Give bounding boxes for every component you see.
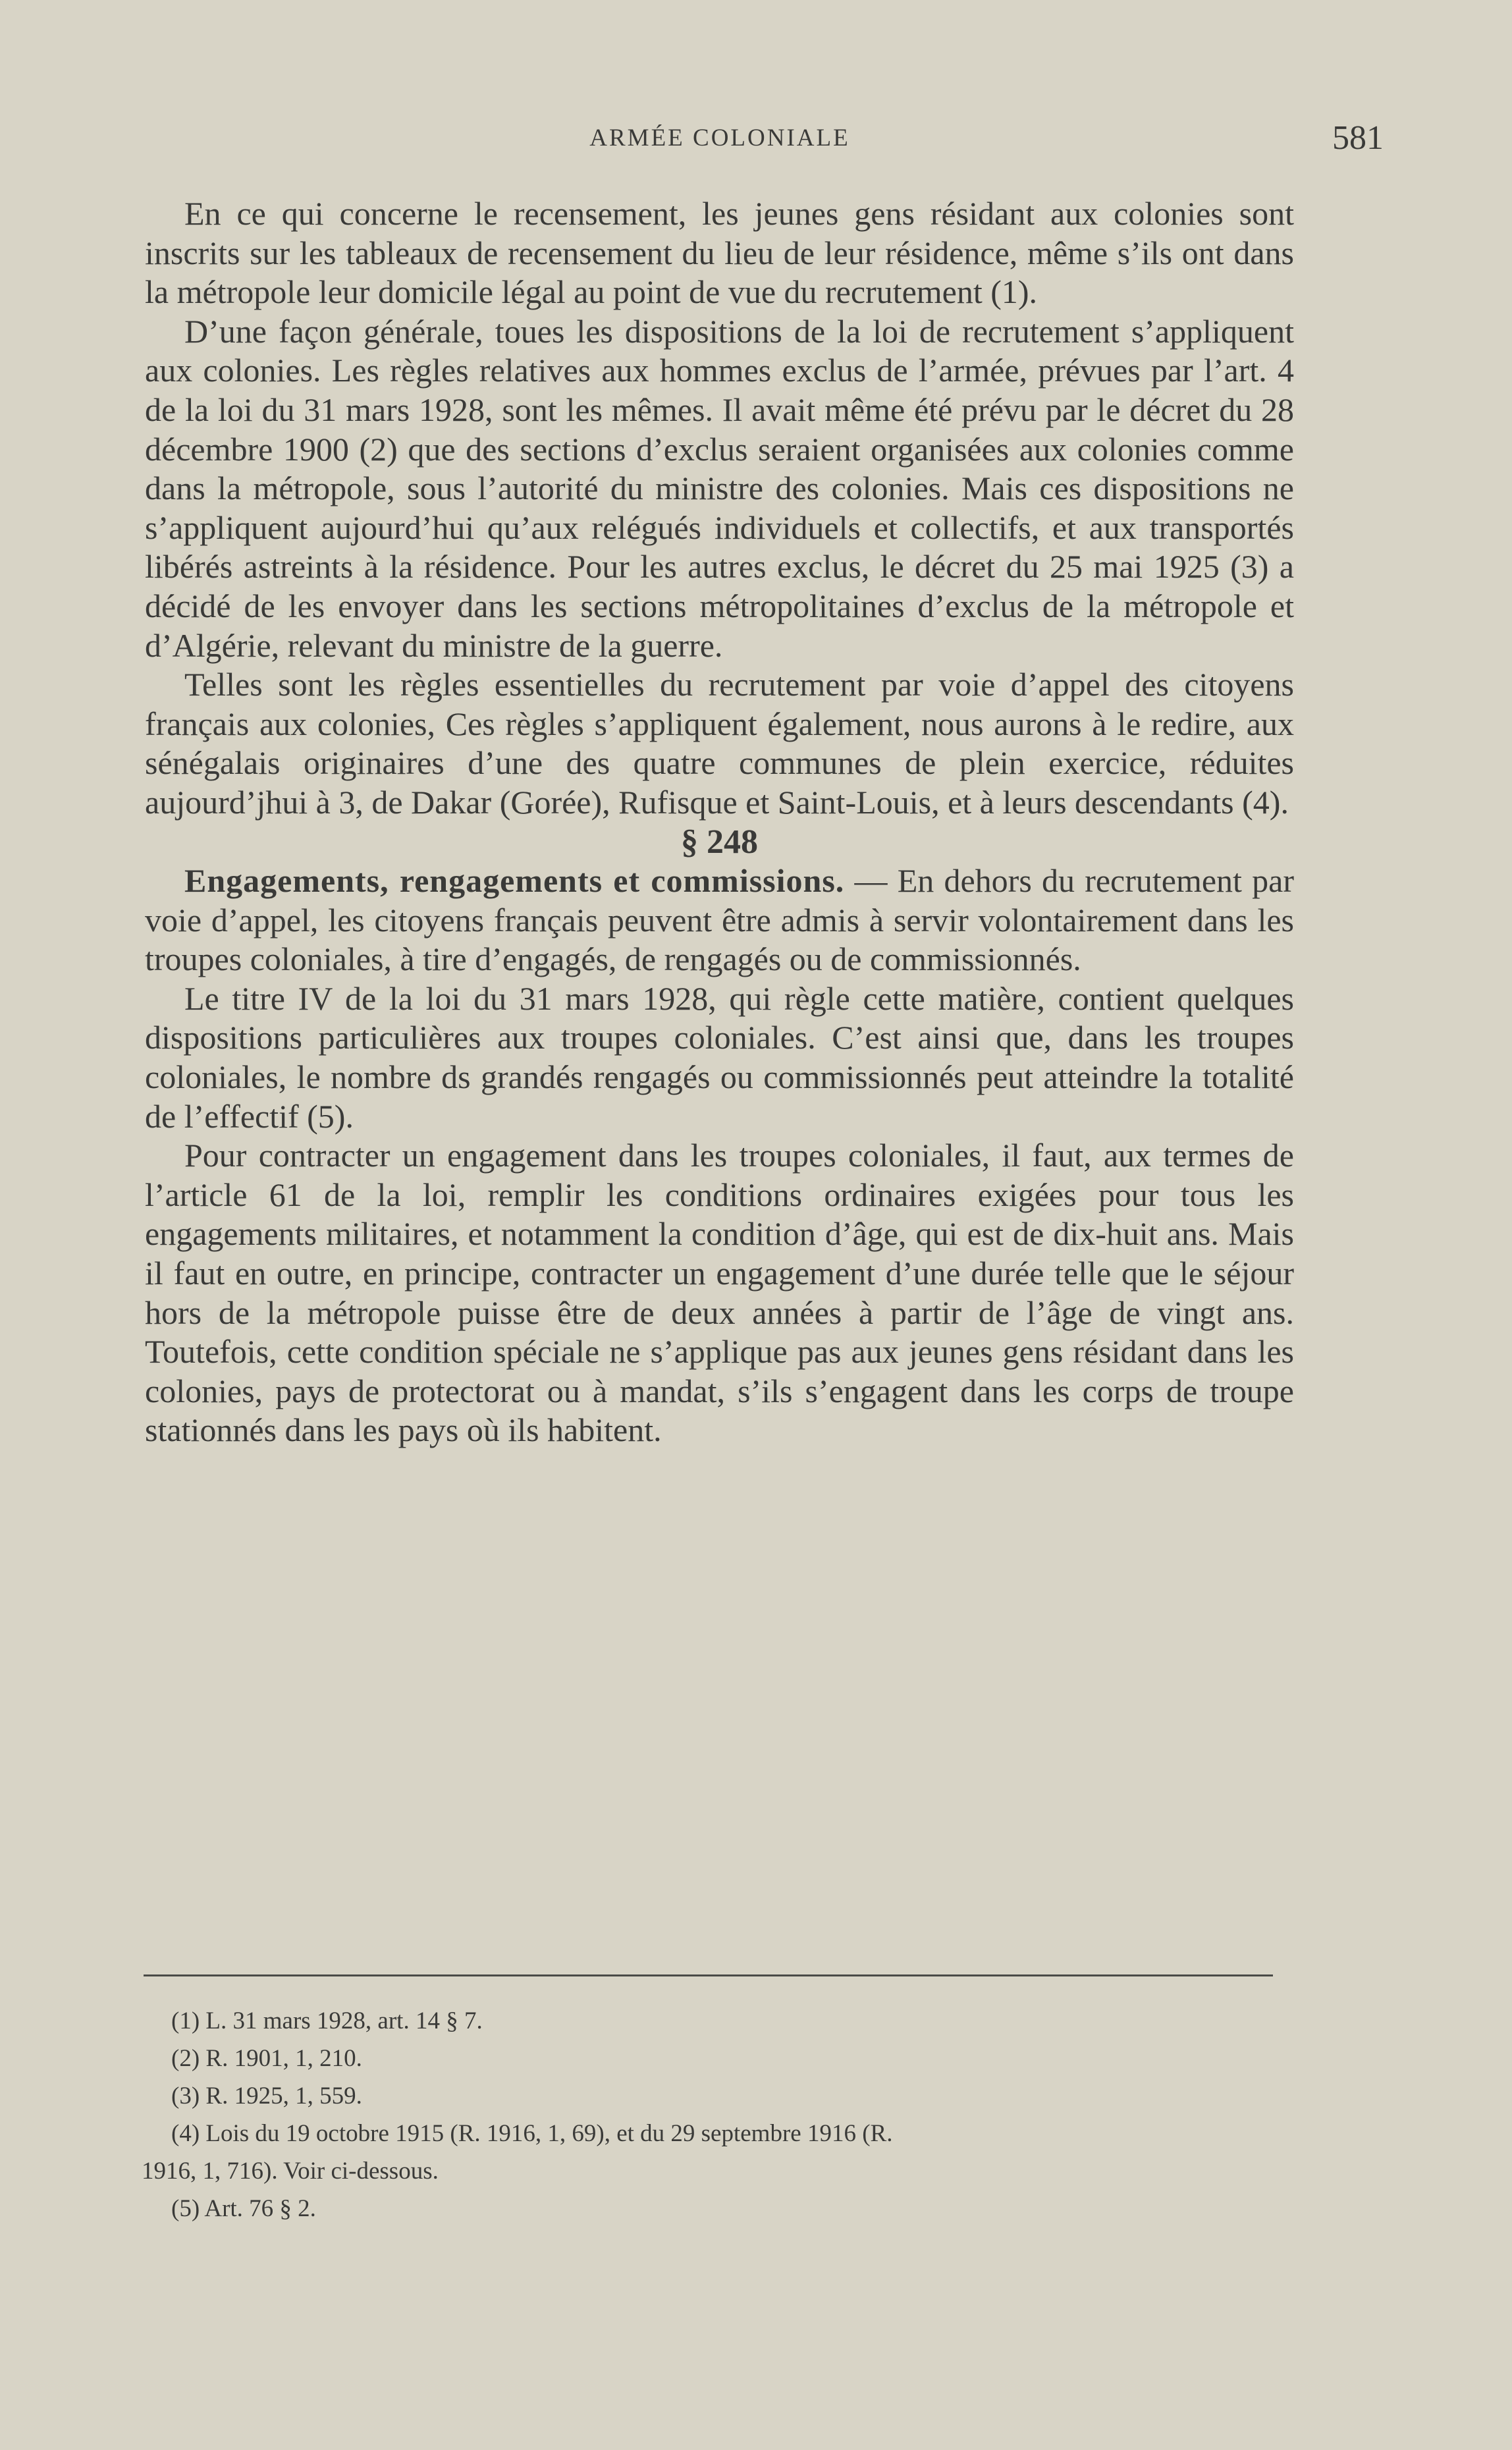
paragraph-engagements-text: — En dehors du recrutement par voie d’appel, les citoyens français peuvent être admis à servir volontairement dans les troupes coloniales, à tire d’engagés, de rengagés ou de commissionnés. [145,862,1294,978]
paragraph-dispositions: D’une façon générale, toues les dispositions de la loi de recrutement s’appliquent aux colonies. Les règles relatives aux hommes exclus de l’armée, prévues par l’art. 4 de la loi du 31 mars 1928, sont les mêmes. Il avait même été prévu par le décret du 28 décembre 1900 (2) que des sections d’exclus seraient organisées aux colonies comme dans la métropole, sous l’autorité du ministre des colonies. Mais ces dispositions ne s’appliquent aujourd’hui qu’aux relégués individuels et collectifs, et aux transportés libérés astreints à la résidence. Pour les autres exclus, le décret du 25 mai 1925 (3) a décidé de les envoyer dans les sections métropolitaines d’exclus de la métropole et d’Algérie, relevant du ministre de la guerre. [145,312,1294,664]
section-number: § 248 [681,823,758,861]
footnote-2: (2) R. 1901, 1, 210. [171,2045,362,2072]
footnotes [142,2002,1281,2227]
page-header [145,119,1384,165]
footnote-1: (1) L. 31 mars 1928, art. 14 § 7. [171,2007,483,2034]
body-text [145,194,1294,1450]
section-title: Engagements, rengagements et commissions. [184,862,845,900]
page-number: 581 [1332,119,1384,157]
paragraph-regles: Telles sont les règles essentielles du recrutement par voie d’appel des citoyens français aux colonies, Ces règles s’appliquent également, nous aurons à le redire, aux sénégalais originaires d’une des quatre communes de plein exercice, réduites aujourd’jhui à 3, de Dakar (Gorée), Rufisque et Saint-Louis, et à leurs descendants (4). [145,666,1294,821]
paragraph-engagements [145,861,1294,979]
paragraph-titre-iv: Le titre IV de la loi du 31 mars 1928, qui règle cette matière, contient quelques dispositions particulières aux troupes coloniales. C’est ainsi que, dans les troupes coloniales, le nombre ds grandés rengagés ou commissionnés peut atteindre la totalité de l’effectif (5). [145,979,1294,1135]
footnote-5: (5) Art. 76 § 2. [171,2195,316,2222]
footnote-4-continued: 1916, 1, 716). Voir ci-dessous. [142,2158,439,2185]
running-title: ARMÉE COLONIALE [589,124,850,151]
footnote-3: (3) R. 1925, 1, 559. [171,2082,362,2110]
footnote-divider [144,1974,1273,1976]
paragraph-recensement: En ce qui concerne le recensement, les jeunes gens résidant aux colonies sont inscrits sur les tableaux de recensement du lieu de leur résidence, même s’ils ont dans la métropole leur domicile légal au point de vue du recrutement (1). [145,195,1294,311]
footnote-4: (4) Lois du 19 octobre 1915 (R. 1916, 1, 69), et du 29 septembre 1916 (R. [171,2120,893,2147]
paragraph-contracter: Pour contracter un engagement dans les troupes coloniales, il faut, aux termes de l’article 61 de la loi, remplir les conditions ordinaires exigées pour tous les engagements militaires, et notamment la condition d’âge, qui est de dix-huit ans. Mais il faut en outre, en principe, contracter un engagement d’une durée telle que le séjour hors de la métropole puisse être de deux années à partir de l’âge de vingt ans. Toutefois, cette condition spéciale ne s’applique pas aux jeunes gens résidant dans les colonies, pays de protectorat ou à mandat, s’ils s’engagent dans les corps de troupe stationnés dans les pays où ils habitent. [145,1137,1294,1449]
